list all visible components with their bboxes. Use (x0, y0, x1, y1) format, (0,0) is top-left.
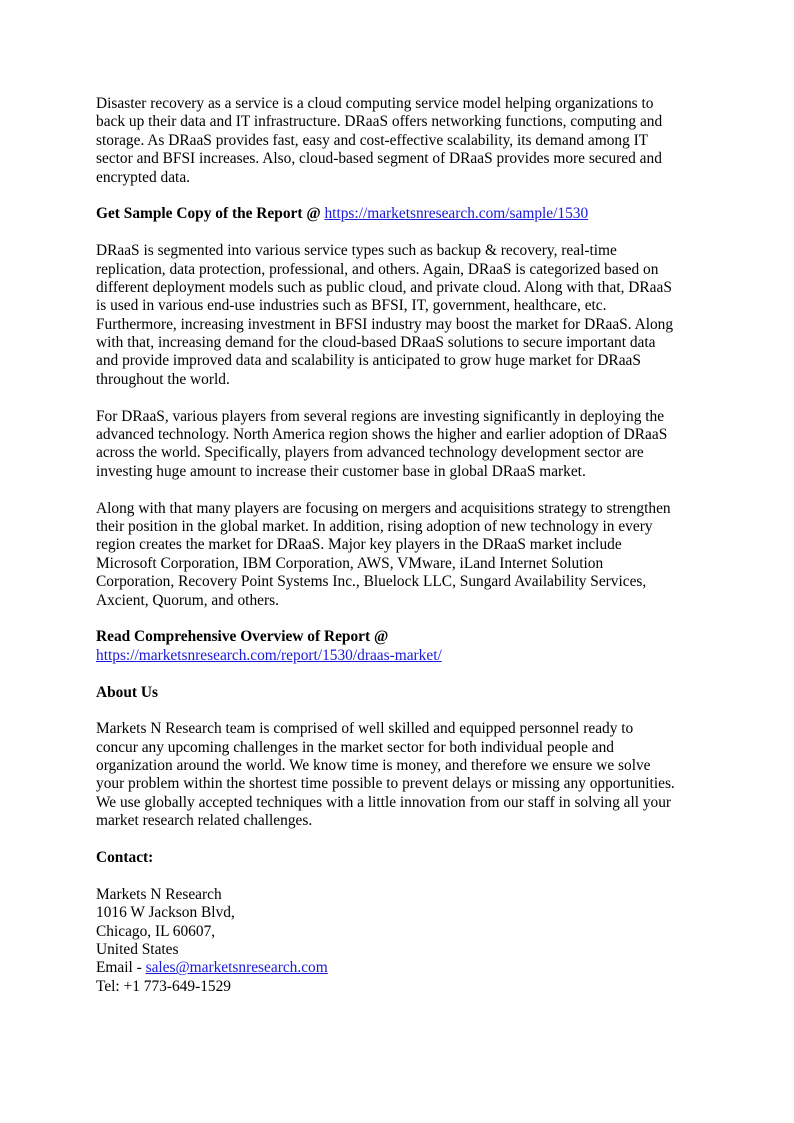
contact-email-link[interactable]: sales@marketsnresearch.com (145, 959, 328, 977)
contact-street: 1016 W Jackson Blvd, (96, 904, 235, 922)
text-line: investing huge amount to increase their customer base in global DRaaS market. (96, 462, 586, 480)
regional-paragraph (96, 408, 698, 482)
text-line: storage. As DRaaS provides fast, easy and cost-effective scalability, its demand among IT (96, 131, 649, 149)
spacer (96, 867, 698, 885)
spacer (96, 224, 698, 242)
sample-copy-line (96, 205, 698, 223)
spacer (96, 831, 698, 849)
contact-block (96, 886, 698, 996)
contact-email-line (96, 959, 698, 977)
text-line: across the world. Specifically, players from advanced technology development sector are (96, 444, 644, 462)
text-line: different deployment models such as public cloud, and private cloud. Along with that, DRaaS (96, 278, 672, 296)
text-line: sector and BFSI increases. Also, cloud-based segment of DRaaS provides more secured and (96, 150, 662, 168)
spacer (96, 187, 698, 205)
text-line: back up their data and IT infrastructure. DRaaS offers networking functions, computing and (96, 113, 663, 131)
text-line: Axcient, Quorum, and others. (96, 591, 279, 609)
text-line: and provide improved data and scalability is anticipated to grow huge market for DRaaS (96, 352, 641, 370)
spacer (96, 481, 698, 499)
contact-company: Markets N Research (96, 885, 222, 903)
contact-city: Chicago, IL 60607, (96, 922, 216, 940)
text-line: their position in the global market. In addition, rising adoption of new technology in every (96, 517, 653, 535)
text-line: Corporation, Recovery Point Systems Inc., Bluelock LLC, Sungard Availability Services, (96, 573, 647, 591)
text-line: region creates the market for DRaaS. Major key players in the DRaaS market include (96, 536, 622, 554)
sample-copy-link[interactable]: https://marketsnresearch.com/sample/1530 (324, 205, 589, 223)
overview-label: Read Comprehensive Overview of Report @ (96, 628, 389, 646)
spacer (96, 610, 698, 628)
about-heading: About Us (96, 683, 159, 701)
text-line: For DRaaS, various players from several regions are investing significantly in deploying the (96, 407, 665, 425)
intro-paragraph (96, 95, 698, 187)
contact-country: United States (96, 940, 179, 958)
spacer (96, 665, 698, 683)
text-line: market research related challenges. (96, 812, 313, 830)
spacer (96, 702, 698, 720)
contact-tel: Tel: +1 773-649-1529 (96, 977, 231, 995)
text-line: Along with that many players are focusing on mergers and acquisitions strategy to strengthen (96, 499, 671, 517)
text-line: Furthermore, increasing investment in BFSI industry may boost the market for DRaaS. Along (96, 315, 674, 333)
text-line: concur any upcoming challenges in the market sector for both individual people and (96, 738, 614, 756)
text-line: replication, data protection, professional, and others. Again, DRaaS is categorized based on (96, 260, 659, 278)
text-line: Disaster recovery as a service is a cloud computing service model helping organizations to (96, 95, 654, 112)
text-line: encrypted data. (96, 168, 191, 186)
about-paragraph (96, 720, 698, 830)
contact-heading: Contact: (96, 849, 154, 867)
key-players-paragraph (96, 500, 698, 610)
spacer (96, 389, 698, 407)
contact-email-label: Email - (96, 959, 146, 977)
text-line: advanced technology. North America region shows the higher and earlier adoption of DRaaS (96, 426, 668, 444)
text-line: DRaaS is segmented into various service types such as backup & recovery, real-time (96, 242, 617, 260)
sample-copy-label: Get Sample Copy of the Report @ (96, 205, 325, 223)
text-line: with that, increasing demand for the cloud-based DRaaS solutions to secure important data (96, 334, 656, 352)
text-line: Markets N Research team is comprised of well skilled and equipped personnel ready to (96, 720, 634, 738)
overview-link[interactable]: https://marketsnresearch.com/report/1530/draas-market/ (96, 646, 442, 664)
text-line: We use globally accepted techniques with a little innovation from our staff in solving all your (96, 793, 672, 811)
text-line: your problem within the shortest time possible to prevent delays or missing any opportunities. (96, 775, 675, 793)
text-line: throughout the world. (96, 370, 230, 388)
overview-link-line (96, 647, 698, 665)
text-line: organization around the world. We know time is money, and therefore we ensure we solve (96, 757, 651, 775)
text-line: is used in various end-use industries such as BFSI, IT, government, healthcare, etc. (96, 297, 607, 315)
text-line: Microsoft Corporation, IBM Corporation, AWS, VMware, iLand Internet Solution (96, 554, 604, 572)
segmentation-paragraph (96, 242, 698, 389)
